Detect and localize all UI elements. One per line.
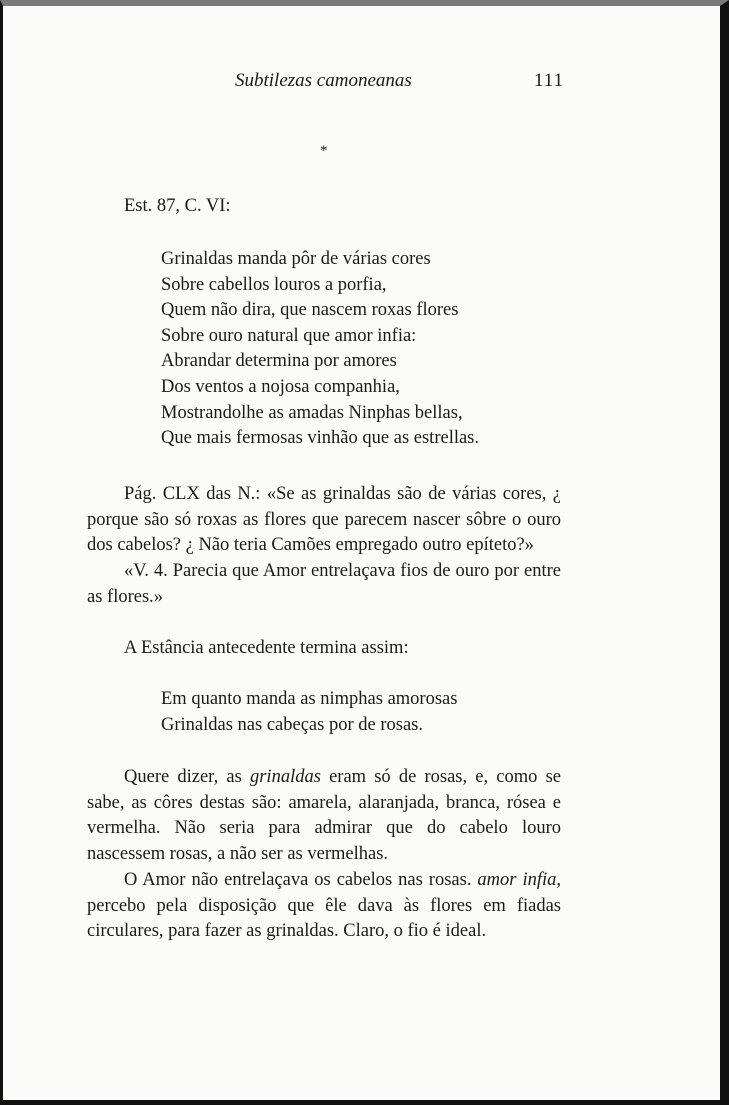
verse-line: Mostrandolhe as amadas Ninphas bellas,: [161, 402, 463, 423]
closing-block: [87, 765, 561, 945]
verse-line: Grinaldas manda pôr de várias cores: [161, 249, 431, 269]
text-run: eram só de rosas, e, como se sabe, as côres destas são: amarela, alaranjada, branca, rósea e vermelha. Não seria para admirar que do cabelo louro nascessem rosas, a não ser as vermelhas.: [87, 767, 561, 865]
text-run: percebo pela disposição que êle dava às flores em fiadas circulares, para fazer as grinaldas. Claro, o fio é ideal.: [87, 895, 561, 942]
verse-line: Grinaldas nas cabeças por de rosas.: [161, 714, 423, 735]
verse-line: Sobre ouro natural que amor infia:: [161, 325, 417, 346]
verse-line: Em quanto manda as nimphas amorosas: [161, 689, 458, 709]
emphasis: grinaldas: [249, 767, 321, 787]
verse-line: Sobre cabellos louros a porfia,: [161, 274, 387, 295]
verse-line: Quem não dira, que nascem roxas flores: [161, 300, 459, 321]
verse-line: Abrandar determina por amores: [161, 351, 397, 372]
intro-line: A Estância antecedente termina assim:: [124, 638, 409, 658]
closing-paragraph: [87, 765, 561, 868]
section-separator: *: [320, 143, 328, 159]
commentary-paragraph: Pág. CLX das N.: «Se as grinaldas são de várias cores, ¿ porque são só roxas as flores que parecem nascer sôbre o ouro dos cabelos? ¿ Não teria Camões empregado outro epíteto?»: [87, 484, 561, 556]
page-number: 111: [534, 70, 565, 91]
verse-line: Dos ventos a nojosa companhia,: [161, 376, 400, 397]
running-title: Subtilezas camoneanas: [235, 70, 412, 91]
commentary-block: [87, 482, 561, 611]
verse-line: Que mais fermosas vinhão que as estrellas.: [161, 428, 480, 449]
commentary-paragraph: «V. 4. Parecia que Amor entrelaçava fios de ouro por entre as flores.»: [87, 561, 561, 607]
text-run: Quere dizer, as: [124, 767, 250, 787]
verse-preceding-stanza: [161, 687, 457, 738]
closing-paragraph: [87, 868, 561, 945]
verse-stanza-87: [161, 247, 479, 452]
stanza-reference: Est. 87, C. VI:: [124, 196, 231, 216]
emphasis: amor infia,: [477, 869, 561, 890]
text-run: O Amor não entrelaçava os cabelos nas rosas.: [124, 869, 478, 890]
